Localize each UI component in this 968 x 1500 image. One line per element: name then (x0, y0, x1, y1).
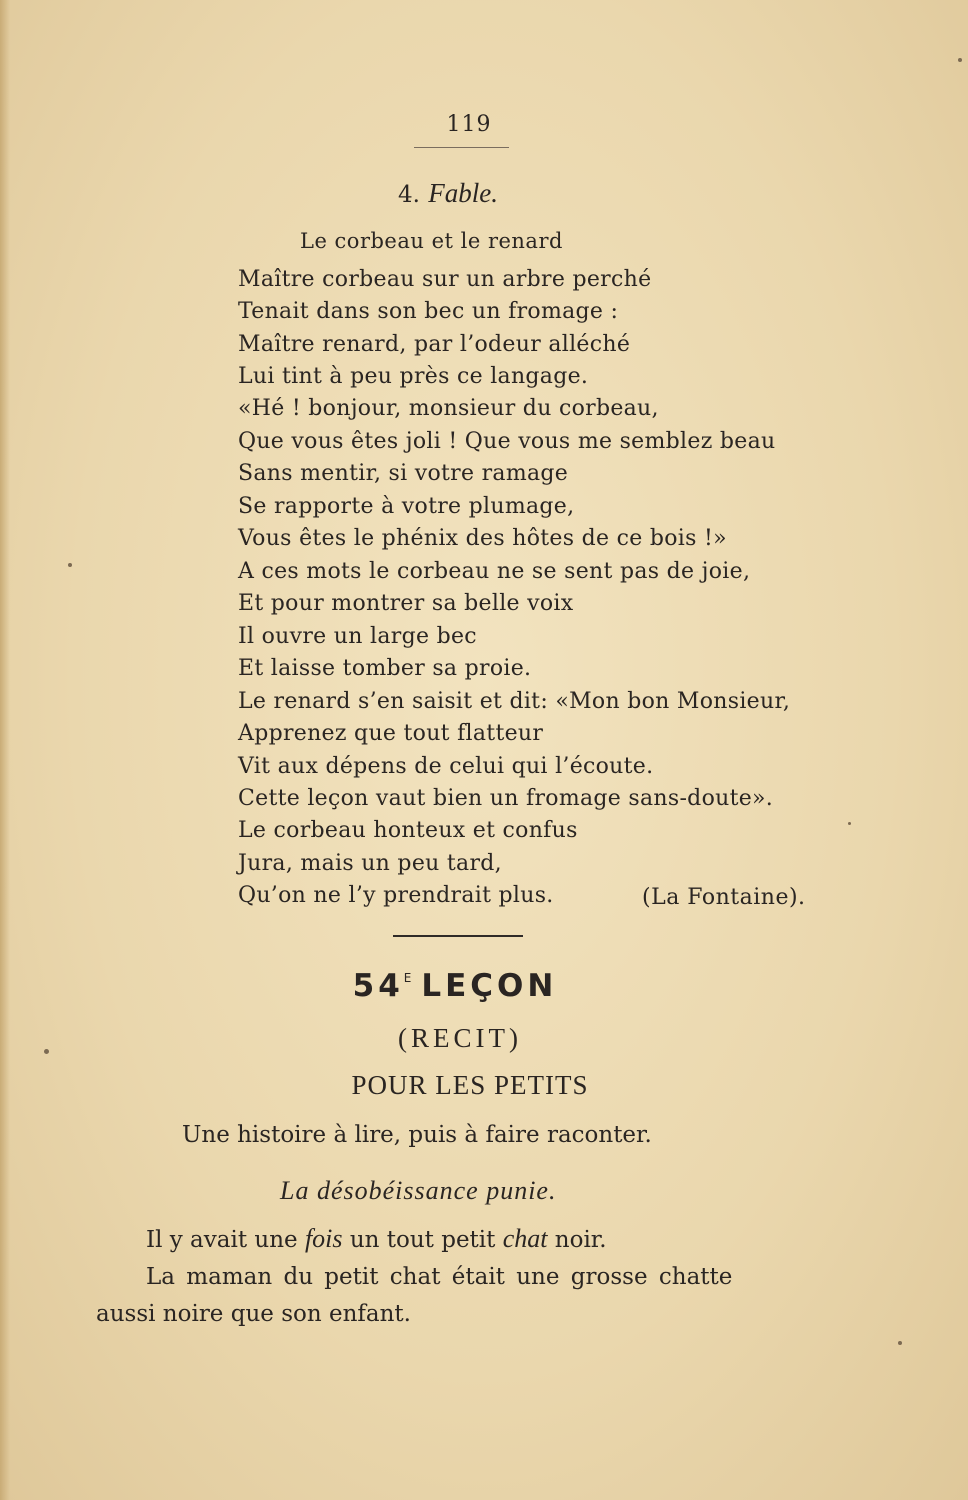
poem-attribution: (La Fontaine). (642, 885, 806, 910)
section-divider (393, 935, 523, 937)
story-text: noir. (547, 1227, 607, 1253)
lesson-word: LEÇON (421, 968, 558, 1004)
lesson-number: 54 (352, 968, 404, 1004)
paper-speck (958, 58, 962, 62)
page-number-underline (414, 147, 509, 148)
paper-speck (898, 1341, 902, 1345)
poem-line: Apprenez que tout flatteur (238, 721, 544, 746)
poem-line: Vous êtes le phénix des hôtes de ce bois !» (238, 526, 727, 551)
lesson-heading (310, 968, 600, 1004)
poem-line: Tenait dans son bec un fromage : (238, 299, 619, 324)
story-italic-word: fois (304, 1224, 343, 1253)
poem-line: Et pour montrer sa belle voix (238, 591, 574, 616)
fable-heading (398, 178, 498, 209)
poem-line: Jura, mais un peu tard, (238, 851, 502, 876)
poem-line: Il ouvre un large bec (238, 624, 477, 649)
fable-number: 4. (398, 182, 420, 208)
lesson-instruction: Une histoire à lire, puis à faire raconter. (182, 1122, 652, 1148)
paper-speck (44, 1049, 49, 1054)
poem-line: Vit aux dépens de celui qui l’écoute. (238, 754, 654, 779)
poem-line: Que vous êtes joli ! Que vous me semblez beau (238, 429, 776, 454)
poem-line: Qu’on ne l’y prendrait plus. (238, 883, 554, 908)
story-text: un tout petit (342, 1227, 503, 1253)
page-edge-shadow (0, 0, 10, 1500)
poem-line: Se rapporte à votre plumage, (238, 494, 575, 519)
poem-line: A ces mots le corbeau ne se sent pas de joie, (238, 559, 751, 584)
poem-line: Sans mentir, si votre ramage (238, 461, 569, 486)
poem-line: Maître corbeau sur un arbre perché (238, 267, 652, 292)
poem-line: Maître renard, par l’odeur alléché (238, 332, 631, 357)
story-paragraph-line (146, 1224, 607, 1254)
poem-line: «Hé ! bonjour, monsieur du corbeau, (238, 396, 659, 421)
poem-line: Le corbeau honteux et confus (238, 818, 578, 843)
poem-line: Le renard s’en saisit et dit: «Mon bon Monsieur, (238, 689, 791, 714)
page-number: 119 (446, 112, 492, 137)
paper-speck (848, 822, 851, 825)
story-text: Il y avait une (146, 1227, 305, 1253)
lesson-type: (RECIT) (398, 1023, 522, 1053)
story-paragraph-line: aussi noire que son enfant. (96, 1301, 411, 1327)
poem-line: Et laisse tomber sa proie. (238, 656, 532, 681)
poem-line: Cette leçon vaut bien un fromage sans-doute». (238, 786, 774, 811)
fable-label: Fable. (428, 178, 498, 208)
story-italic-word: chat (502, 1224, 548, 1253)
lesson-number-suffix: E (403, 971, 412, 985)
story-paragraph-line: La maman du petit chat était une grosse chatte (146, 1264, 733, 1290)
poem-line: Lui tint à peu près ce langage. (238, 364, 589, 389)
lesson-audience: POUR LES PETITS (351, 1070, 589, 1100)
story-title: La désobéissance punie. (280, 1176, 557, 1205)
paper-speck (68, 563, 72, 567)
fable-title: Le corbeau et le renard (300, 229, 563, 253)
